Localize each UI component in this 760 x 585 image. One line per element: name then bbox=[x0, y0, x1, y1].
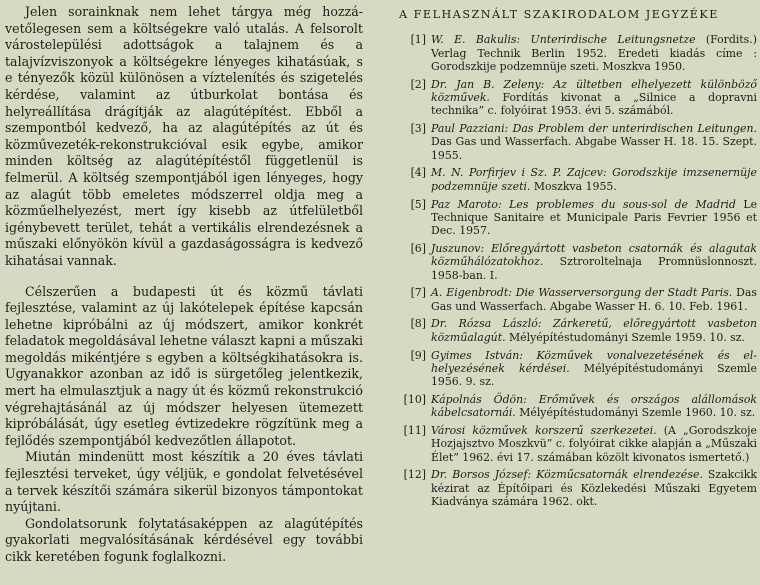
reference-item bbox=[395, 424, 757, 464]
reference-author: Városi közművek korszerű szerkezetei. bbox=[431, 424, 657, 438]
reference-title: : Die Wasserversorgung der Stadt Paris. bbox=[508, 286, 733, 300]
reference-item bbox=[395, 242, 757, 282]
reference-author: Dr. Rózsa László bbox=[431, 317, 538, 331]
reference-number: [5] bbox=[410, 197, 426, 211]
reference-author: Dr. Jan B. Zeleny bbox=[431, 77, 541, 91]
reference-text bbox=[431, 424, 757, 464]
reference-number: [3] bbox=[410, 122, 426, 136]
reference-number: [8] bbox=[410, 317, 426, 331]
paragraph-costs: Jelen sorainknak nem lehet tárgya még hozzávetőlegesen sem a költségekre való utalás. A felsorolt várostelepülési adottságok a talajnem és a talajvízviszonyok a költségekre lényeges kihatásúak, s e tényezők közül különösen a víztelenítés és szigetelés kérdése, valamint az útburkolat bontása és helyreállítása drágítják az alagútépítést. Ebből a szempontból kedvező, ha az alagútépítés az út és közművezeték-rekonstrukcióval esik egybe, amikor minden költség az alagútépítéstől függetlenül is felmerül. A költség szempontjából igen lényeges, hogy az alagút több emeletes módszerrel oldja meg a közműelhelyezést, mert így kisebb az útfelületből igénybevett terület, tehát a vertikális elrendezésnek a műszaki előnyökön kívül a gazdaságosságra is kedvező kihatásai vannak. bbox=[5, 4, 363, 268]
paragraph-next-article: Gondolatsorunk folytatásaképpen az alagútépítés gyakorlati megvalósításának kérdésével egy további cikk keretében fogunk foglalkozni. bbox=[5, 515, 363, 564]
reference-title: : Gorodszkije imzsenernüje podzemnüje szeti. bbox=[431, 166, 757, 193]
reference-author: W. E. Bakulis bbox=[431, 33, 517, 47]
reference-item bbox=[395, 198, 757, 238]
reference-title: : Das Problem der unterirdischen Leitungen. bbox=[504, 122, 757, 136]
reference-list bbox=[395, 33, 757, 508]
reference-number: [6] bbox=[410, 241, 426, 255]
references-heading: A FELHASZNÁLT SZAKIRODALOM JEGYZÉKE bbox=[399, 8, 719, 21]
reference-number: [1] bbox=[410, 33, 426, 47]
reference-number: [9] bbox=[410, 348, 426, 362]
reference-author: Juszunov bbox=[431, 241, 481, 255]
paragraph-budapest: Célszerűen a budapesti út és közmű távlati fejlesztése, valamint az új lakótelepek építése kapcsán lehetne kipróbálni az új módszert, amikor konkrét feladatok megoldásával lehetne választ kapni a műszaki megoldás mikéntjére s egyben a költségkihatásokra is. Ugyanakkor azonban az idő is sürgetőleg jelentkezik, mert ha elmulasztjuk a nagy út és közmű rekonstrukció végrehajtásánál az új módszer helyesen ütemezett kipróbálását, úgy esetleg évtizedekre rögzítünk meg a fejlődés szempontjából kedvezőtlen állapotot. bbox=[5, 283, 363, 448]
reference-text bbox=[431, 78, 757, 118]
reference-number: [7] bbox=[410, 286, 426, 300]
reference-item bbox=[395, 393, 757, 420]
reference-title: : Az ültetben elhelyezett különböző közművek. bbox=[431, 77, 757, 104]
reference-text bbox=[431, 198, 757, 238]
reference-source: (A „Gorodszkoje Hozjajsztvo Moszkvü” c. folyóirat cikke alapján a „Műszaki Élet” 1962. évi 17. számában közölt kivonatos ismertető.) bbox=[431, 424, 757, 464]
reference-source: Mélyépítéstudományi Szemle 1956. 9. sz. bbox=[431, 361, 757, 389]
reference-title: : Les problemes du sous-sol de Madrid bbox=[497, 197, 736, 211]
reference-author: Kápolnás Ödön bbox=[431, 392, 524, 406]
reference-text bbox=[431, 242, 757, 282]
reference-source: Das Gas und Wasserfach. Abgabe Wasser H. 6. 10. Feb. 1961. bbox=[431, 286, 757, 313]
reference-source: Mélyépítéstudományi Szemle 1959. 10. sz. bbox=[505, 330, 745, 344]
reference-item bbox=[395, 33, 757, 73]
reference-source: Mélyépítéstudományi Szemle 1960. 10. sz. bbox=[515, 406, 756, 420]
reference-author: Gyimes István bbox=[431, 348, 520, 362]
reference-number: [2] bbox=[410, 77, 426, 91]
reference-author: M. N. Porfirjev i Sz. P. Zajcev bbox=[431, 166, 603, 180]
references-column bbox=[395, 8, 757, 513]
reference-source: (Fordits.) Verlag Technik Berlin 1952. Eredeti kiadás címe : Gorodszkije podzemnüje szeti. Moszkva 1950. bbox=[431, 33, 757, 73]
reference-source: Le Technique Sanitaire et Municipale Paris Fevrier 1956 et Dec. 1957. bbox=[431, 197, 758, 238]
reference-author: A. Eigenbrodt bbox=[431, 286, 509, 300]
reference-source: Das Gas und Wasserfach. Abgabe Wasser H. 18. 15. Szept. 1955. bbox=[431, 135, 757, 162]
reference-item bbox=[395, 468, 757, 508]
reference-number: [12] bbox=[403, 468, 426, 482]
reference-text bbox=[431, 33, 757, 73]
reference-source: Fordítás kivonat a „Silnice a dopravni technika” c. folyóirat 1953. évi 5. számából. bbox=[431, 90, 757, 118]
paragraph-development-plans: Miután mindenütt most készítik a 20 éves távlati fejlesztési terveket, úgy véljük, e gondolat felvetésével a tervek készítői számára sikerül bizonyos támpontokat nyújtani. bbox=[5, 449, 363, 515]
reference-text bbox=[431, 393, 757, 420]
reference-author: Paz Maroto bbox=[431, 197, 498, 211]
reference-text bbox=[431, 166, 757, 193]
reference-item bbox=[395, 78, 757, 118]
reference-item bbox=[395, 286, 757, 313]
reference-text bbox=[431, 349, 757, 389]
reference-source: Sztroroltelnaja Promnüslonnoszt. 1958-ban. I. bbox=[431, 255, 757, 282]
reference-text bbox=[431, 286, 757, 313]
reference-author: Paul Pazziani bbox=[431, 122, 505, 136]
reference-item bbox=[395, 122, 757, 162]
reference-title: : Unterirdische Leitungsnetze bbox=[516, 33, 696, 47]
reference-number: [11] bbox=[403, 424, 426, 438]
reference-number: [10] bbox=[403, 392, 426, 406]
reference-item bbox=[395, 166, 757, 193]
reference-title: : Közművek vonalvezetésének és elhelyezésének kérdései. bbox=[431, 348, 757, 375]
reference-item bbox=[395, 317, 757, 344]
reference-text bbox=[431, 468, 757, 508]
reference-text bbox=[431, 317, 757, 344]
reference-number: [4] bbox=[410, 166, 426, 180]
reference-title: : Zárkeretű, előregyártott vasbeton közműalagút. bbox=[431, 317, 757, 344]
reference-source: Szakcikk kézirat az Építőipari és Közlekedési Műszaki Egyetem Kiadványa számára 1962. okt. bbox=[431, 468, 757, 508]
reference-item bbox=[395, 349, 757, 389]
body-text-column bbox=[5, 4, 363, 566]
reference-title: : Előregyártott vasbeton csatornák és alagutak közműhálózatokhoz. bbox=[431, 241, 757, 269]
reference-author: Dr. Borsos József bbox=[431, 468, 528, 482]
reference-title: : Közműcsatornák elrendezése. bbox=[527, 468, 703, 482]
reference-text bbox=[431, 122, 757, 162]
reference-title: : Erőművek és országos alállomások kábelcsatornái. bbox=[431, 392, 757, 420]
reference-source: Moszkva 1955. bbox=[530, 179, 617, 193]
